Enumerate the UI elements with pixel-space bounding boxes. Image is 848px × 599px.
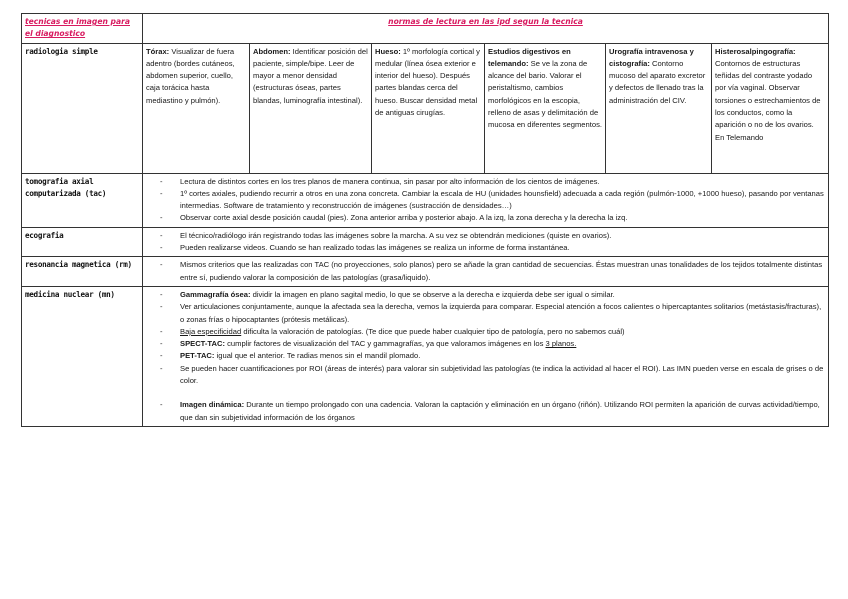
cell-hueso [372, 43, 485, 173]
row-rm [22, 257, 829, 287]
cell-title: Urografía intravenosa y cistografía: [609, 46, 694, 68]
spacer [146, 387, 825, 399]
item-lead: SPECT-TAC: [180, 339, 225, 349]
item-lead: Gammagrafía ósea: [180, 289, 251, 299]
cell-text: Se ve la zona de alcance del bario. Valorar el peristaltismo, cambios morfológicos en la escopia, relleno de asas y delimitación de mucosa en diferentes segmentos. [488, 58, 602, 130]
row-tac [22, 173, 829, 227]
list-item: - Lectura de distintos cortes en los tres planos de manera continua, sin pasar por alto información de los cientos de imágenes. [160, 176, 825, 188]
row-label-tac: tomografia axial computarizada (tac) [22, 173, 143, 227]
item-text: cumplir factores de visualización del TAC y gammagrafías, ya que valoramos imágenes en los [225, 339, 546, 349]
item-text: Durante un tiempo prolongado con una cadencia. Valoran la captación y eliminación en un órgano (riñón). Utilizando ROI permiten la aparición de curvas actividad/tiempo, que dan sin subjetividad información de los órganos [180, 400, 820, 422]
list-item: - Pueden realizarse videos. Cuando se han realizado todas las imágenes se realiza un informe de forma instantánea. [160, 242, 825, 254]
row-label-radiologia: radiologia simple [22, 43, 143, 173]
techniques-table [21, 13, 829, 427]
cell-title: Hueso: [375, 46, 401, 56]
list-item [160, 363, 825, 388]
eco-list [146, 230, 825, 255]
mn-dynamic-list [146, 399, 825, 424]
row-label-mn: medicina nuclear (mn) [22, 286, 143, 426]
item-tail: 3 planos. [545, 339, 577, 349]
cell-title: Histerosalpingografía: [715, 46, 796, 56]
row-radiologia [22, 43, 829, 173]
list-item [160, 350, 825, 362]
cell-title: Abdomen: [253, 46, 291, 56]
cell-text: Identificar posición del paciente, simple/bipe. Leer de mayor a menor densidad (estructuras óseas, partes blandas, luminografía intestinal). [253, 46, 368, 105]
cell-title: Tórax: [146, 46, 170, 56]
mn-list [146, 289, 825, 387]
row-eco [22, 227, 829, 257]
item-lead: Baja especificidad [180, 326, 242, 336]
item-text: dividir la imagen en plano sagital medio, lo que se observe a la derecha e izquierda debe ser igual o similar. [250, 289, 615, 299]
cell-urografia [606, 43, 712, 173]
cell-text: Contornos de estructuras teñidas del contraste yodado por vía vaginal. Observar torsiones o estrechamientos de los conductos, como la aparición o no de los ovarios. En Telemando [715, 58, 821, 142]
row-label-eco: ecografia [22, 227, 143, 257]
cell-text: 1º morfología cortical y medular (línea ósea exterior e interior del hueso). Después partes blandas cerca del hueso. Buscar densidad metal de antiguas cirugías. [375, 46, 480, 118]
cell-title: Estudios digestivos en telemando: [488, 46, 571, 68]
tac-list [146, 176, 825, 225]
list-item [160, 289, 825, 301]
list-item: - Observar corte axial desde posición caudal (pies). Zona anterior arriba y posterior abajo. A la izq, la zona derecha y la derecha la izq. [160, 212, 825, 224]
list-item [160, 301, 825, 326]
item-text: dificulta la valoración de patologías. (Te dice que puede haber cualquier tipo de patología, pero no sabemos cuál) [241, 326, 625, 336]
list-item: - 1º cortes axiales, pudiendo recurrir a otros en una zona concreta. Cambiar la escala de HU (unidades hounsfield) adecuada a cada región (pulmón-1000, +1000 hueso), pasando por ventanas intermedias. Software de tratamiento y reconstrucción de imágenes (sustracción de densidades…) [160, 188, 825, 213]
row-mn [22, 286, 829, 426]
item-text: igual que el anterior. Te radias menos sin el mandil plomado. [214, 351, 421, 361]
header-left-title: tecnicas en imagen para el diagnostico [22, 14, 143, 44]
item-text: Se pueden hacer cuantificaciones por ROI (áreas de interés) para valorar sin subjetividad las patologías (te indica la actividad al hacer el ROI). Las IMN pueden verse en escala de grises o de color. [180, 363, 824, 386]
header-row [22, 14, 829, 44]
list-item [160, 326, 825, 338]
cell-text: Contorno mucoso del aparato excretor y defectos de llenado tras la administración del CIV. [609, 58, 706, 105]
cell-text: Visualizar de fuera adentro (bordes cutáneos, abdomen superior, cuello, caja torácica hasta mediastino y pulmón). [146, 46, 235, 105]
cell-digestivos [485, 43, 606, 173]
item-text: Ver articulaciones conjuntamente, aunque la afectada sea la derecha, vemos la izquierda para comparar. Especial atención a focos calientes o hipercaptantes solitarios (metástasis/fracturas), o zonas frías o hipocaptantes (prótesis metálicas). [180, 302, 822, 324]
item-lead: Imagen dinámica: [180, 400, 245, 410]
header-right-title: normas de lectura en las ipd segun la tecnica [143, 14, 829, 44]
cell-torax [143, 43, 250, 173]
cell-tac [143, 173, 829, 227]
rm-list [146, 259, 825, 284]
cell-eco [143, 227, 829, 257]
cell-histerosalpingografia [712, 43, 829, 173]
list-item [160, 399, 825, 424]
list-item: - El técnico/radiólogo irán registrando todas las imágenes sobre la marcha. A su vez se obtendrán mediciones (quiste en ovarios). [160, 230, 825, 242]
cell-mn [143, 286, 829, 426]
list-item [160, 338, 825, 350]
cell-abdomen [250, 43, 372, 173]
cell-rm [143, 257, 829, 287]
item-lead: PET-TAC: [180, 351, 215, 361]
list-item: - Mismos criterios que las realizadas con TAC (no proyecciones, solo planos) pero se añade la gran cantidad de secuencias. Éstas muestran unas tonalidades de los tejidos totalmente distintas entre sí, pudiendo valorar la composición de las patologías (grasa/liquido). [160, 259, 825, 284]
row-label-rm: resonancia magnetica (rm) [22, 257, 143, 287]
